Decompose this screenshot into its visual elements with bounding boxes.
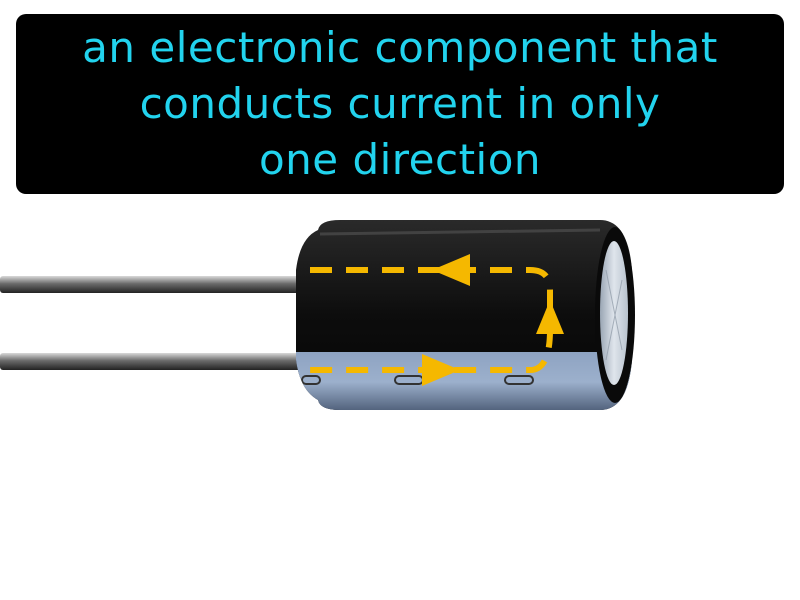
component-illustration <box>0 210 800 440</box>
definition-caption <box>16 14 784 194</box>
component-body <box>290 220 635 412</box>
lead-wire-top <box>0 276 305 293</box>
caption-line-3: one direction <box>258 135 542 184</box>
lead-wire-bottom <box>0 353 305 370</box>
lead-wires <box>0 276 305 370</box>
polarity-stripe <box>290 352 635 412</box>
caption-line-2: conducts current in only <box>139 79 661 128</box>
end-cap <box>600 241 628 385</box>
caption-line-1: an electronic component that <box>82 23 718 72</box>
